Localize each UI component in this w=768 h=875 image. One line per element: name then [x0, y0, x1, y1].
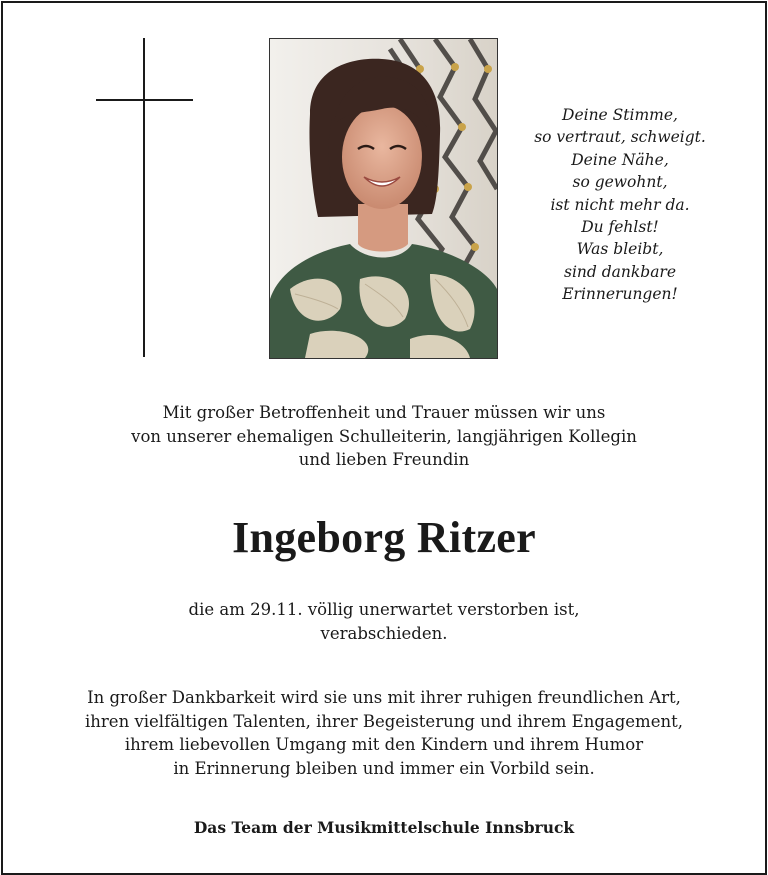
intro-paragraph: [84, 401, 684, 472]
signature: Das Team der Musikmittelschule Innsbruck: [193, 818, 575, 837]
poem-line: Deine Nähe,: [571, 150, 669, 169]
intro-line: Mit großer Betroffenheit und Trauer müssen wir uns: [162, 403, 606, 422]
gratitude-line: ihrem liebevollen Umgang mit den Kindern und ihrem Humor: [124, 735, 644, 754]
death-notice-line: verabschieden.: [320, 623, 448, 643]
gratitude-line: ihren vielfältigen Talenten, ihrer Begeisterung und ihrem Engagement,: [85, 711, 683, 731]
intro-line: von unserer ehemaligen Schulleiterin, langjährigen Kollegin: [131, 426, 637, 446]
memorial-poem: [520, 104, 720, 306]
poem-line: so gewohnt,: [572, 173, 668, 192]
gratitude-paragraph: [44, 686, 724, 780]
death-notice-line: die am 29.11. völlig unerwartet verstorben ist,: [188, 600, 580, 619]
cross-icon-vertical: [143, 38, 145, 357]
poem-line: Was bleibt,: [576, 240, 664, 259]
portrait-illustration: [270, 39, 497, 358]
death-notice: [84, 598, 684, 645]
poem-line: Erinnerungen!: [562, 285, 678, 304]
poem-line: Du fehlst!: [581, 218, 659, 237]
gratitude-line: in Erinnerung bleiben und immer ein Vorbild sein.: [173, 758, 595, 778]
cross-icon-horizontal: [96, 99, 193, 101]
portrait-photo: [269, 38, 498, 359]
poem-line: so vertraut, schweigt.: [534, 128, 706, 147]
intro-line: und lieben Freundin: [298, 450, 470, 469]
deceased-name: Ingeborg Ritzer: [232, 513, 536, 562]
gratitude-line: In großer Dankbarkeit wird sie uns mit ihrer ruhigen freundlichen Art,: [87, 688, 681, 707]
poem-line: sind dankbare: [563, 262, 677, 281]
poem-line: ist nicht mehr da.: [550, 195, 690, 214]
poem-line: Deine Stimme,: [562, 106, 678, 124]
